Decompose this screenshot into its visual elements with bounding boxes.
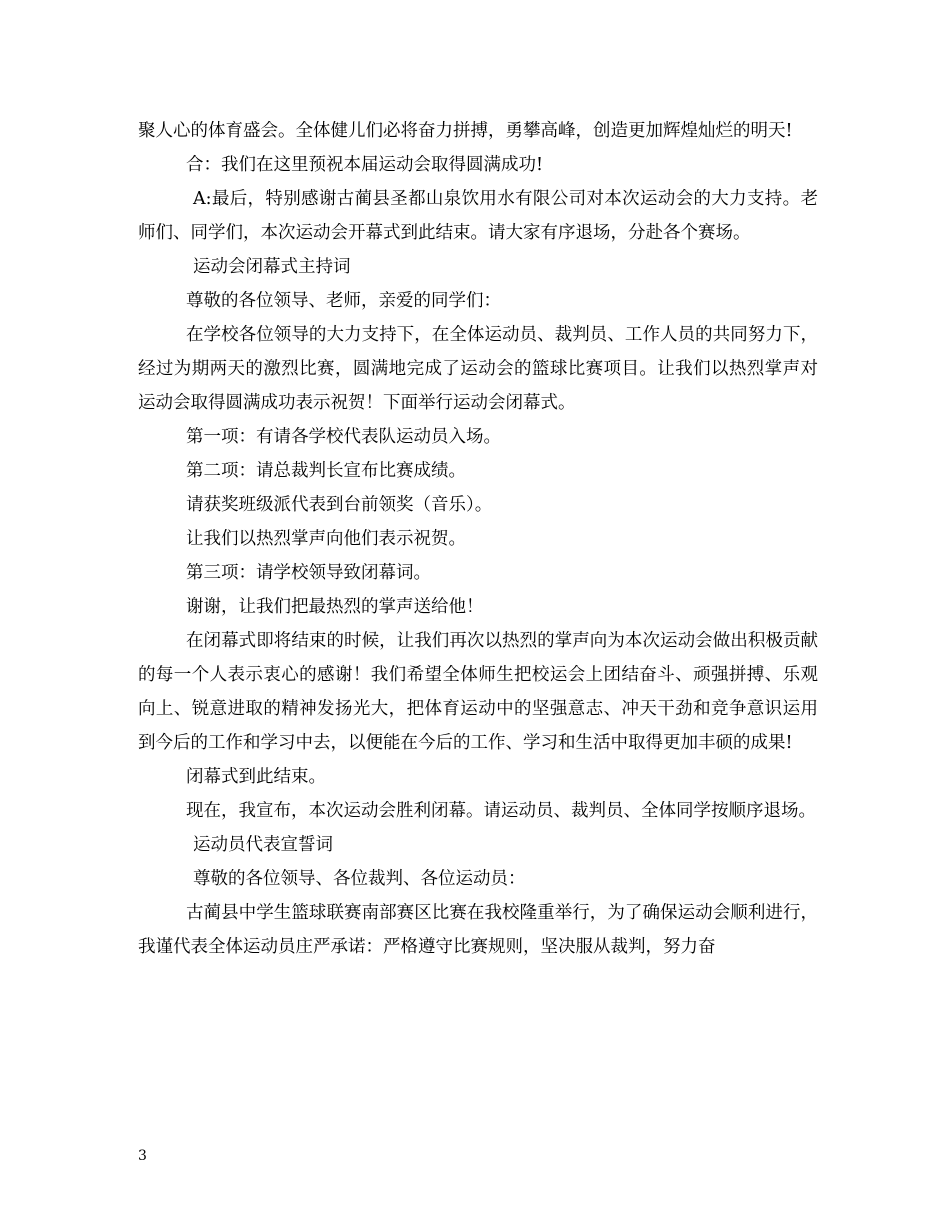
salutation: 尊敬的各位领导、各位裁判、各位运动员： — [193, 869, 526, 889]
document-body — [138, 114, 818, 964]
paragraph: 合：我们在这里预祝本届运动会取得圆满成功! — [186, 155, 544, 175]
paragraph: 在学校各位领导的大力支持下，在全体运动员、裁判员、工作人员的共同努力下，经过为期两天的激烈比赛，圆满地完成了运动会的篮球比赛项目。让我们以热烈掌声对运动会取得圆满成功表示祝贺！下面举行运动会闭幕式。 — [138, 325, 818, 413]
paragraph: 第一项：有请各学校代表队运动员入场。 — [186, 427, 501, 447]
section-heading: 运动会闭幕式主持词 — [193, 257, 351, 277]
paragraph: 古蔺县中学生篮球联赛南部赛区比赛在我校隆重举行，为了确保运动会顺利进行，我谨代表全体运动员庄严承诺：严格遵守比赛规则，坚决服从裁判，努力奋 — [138, 903, 818, 957]
paragraph: 闭幕式到此结束。 — [186, 767, 326, 787]
page-number: 3 — [138, 1148, 147, 1164]
paragraph: A:最后，特别感谢古蔺县圣都山泉饮用水有限公司对本次运动会的大力支持。老师们、同学们，本次运动会开幕式到此结束。请大家有序退场，分赴各个赛场。 — [138, 189, 818, 243]
paragraph: 第三项：请学校领导致闭幕词。 — [186, 563, 431, 583]
paragraph: 第二项：请总裁判长宣布比赛成绩。 — [186, 461, 466, 481]
paragraph: 现在，我宣布，本次运动会胜利闭幕。请运动员、裁判员、全体同学按顺序退场。 — [186, 801, 816, 821]
paragraph: 谢谢，让我们把最热烈的掌声送给他！ — [186, 597, 484, 617]
paragraph: 在闭幕式即将结束的时候，让我们再次以热烈的掌声向为本次运动会做出积极贡献的每一个人表示衷心的感谢！我们希望全体师生把校运会上团结奋斗、顽强拼搏、乐观向上、锐意进取的精神发扬光大，把体育运动中的坚强意志、冲天干劲和竞争意识运用到今后的工作和学习中去，以便能在今后的工作、学习和生活中取得更加丰硕的成果! — [138, 631, 818, 753]
paragraph: 请获奖班级派代表到台前领奖（音乐）。 — [186, 495, 493, 515]
paragraph: 让我们以热烈掌声向他们表示祝贺。 — [186, 529, 466, 549]
paragraph: 聚人心的体育盛会。全体健儿们必将奋力拼搏，勇攀高峰，创造更加辉煌灿烂的明天! — [138, 121, 793, 141]
salutation: 尊敬的各位领导、老师，亲爱的同学们： — [186, 291, 501, 311]
section-heading: 运动员代表宣誓词 — [193, 835, 333, 855]
